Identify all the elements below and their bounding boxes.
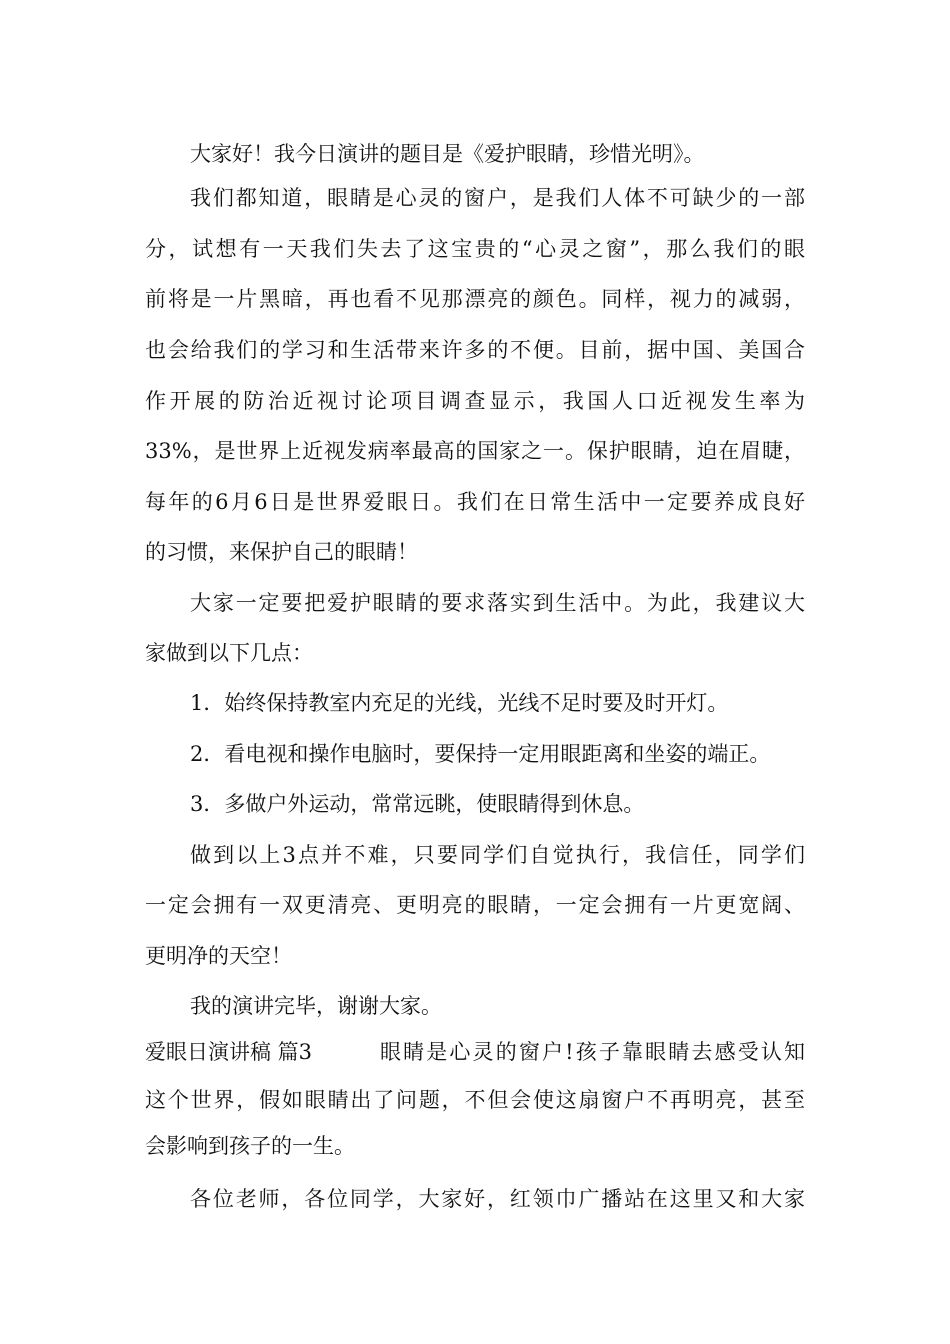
paragraph-line: 33%，是世界上近视发病率最高的国家之一。保护眼睛，迫在眉睫， — [145, 439, 805, 463]
paragraph-line: 作开展的防治近视讨论项目调查显示，我国人口近视发生率为 — [145, 389, 805, 413]
section-first-line: 眼睛是心灵的窗户!孩子靠眼睛去感受认知 — [380, 1040, 805, 1064]
paragraph-line: 各位老师，各位同学，大家好，红领巾广播站在这里又和大家 — [190, 1187, 805, 1211]
list-item: 1．始终保持教室内充足的光线，光线不足时要及时开灯。 — [190, 691, 729, 715]
paragraph-line: 分，试想有一天我们失去了这宝贵的“心灵之窗”，那么我们的眼 — [145, 237, 805, 261]
list-item: 3．多做户外运动，常常远眺，使眼睛得到休息。 — [190, 792, 645, 816]
paragraph-line: 的习惯，来保护自己的眼睛！ — [145, 540, 418, 564]
paragraph-line: 大家一定要把爱护眼睛的要求落实到生活中。为此，我建议大 — [190, 591, 805, 615]
paragraph-line: 一定会拥有一双更清亮、更明亮的眼睛，一定会拥有一片更宽阔、 — [145, 893, 805, 917]
paragraph-line: 家做到以下几点： — [145, 641, 313, 665]
paragraph-line: 每年的6月6日是世界爱眼日。我们在日常生活中一定要养成良好 — [145, 490, 805, 514]
section-heading: 爱眼日演讲稿 篇3 — [145, 1040, 313, 1064]
paragraph-line: 前将是一片黑暗，再也看不见那漂亮的颜色。同样，视力的减弱， — [145, 287, 805, 311]
paragraph-line: 做到以上3点并不难，只要同学们自觉执行，我信任，同学们 — [190, 843, 805, 867]
list-item: 2．看电视和操作电脑时，要保持一定用眼距离和坐姿的端正。 — [190, 742, 771, 766]
paragraph-closing: 我的演讲完毕，谢谢大家。 — [190, 994, 442, 1018]
paragraph-line: 更明净的天空！ — [145, 944, 292, 968]
paragraph-line: 我们都知道，眼睛是心灵的窗户，是我们人体不可缺少的一部 — [190, 186, 805, 210]
paragraph-line: 也会给我们的学习和生活带来许多的不便。目前，据中国、美国合 — [145, 338, 805, 362]
paragraph-line: 这个世界，假如眼睛出了问题，不但会使这扇窗户不再明亮，甚至 — [145, 1088, 805, 1112]
paragraph-greeting: 大家好！我今日演讲的题目是《爱护眼睛，珍惜光明》。 — [190, 142, 705, 166]
paragraph-line: 会影响到孩子的一生。 — [145, 1134, 355, 1158]
